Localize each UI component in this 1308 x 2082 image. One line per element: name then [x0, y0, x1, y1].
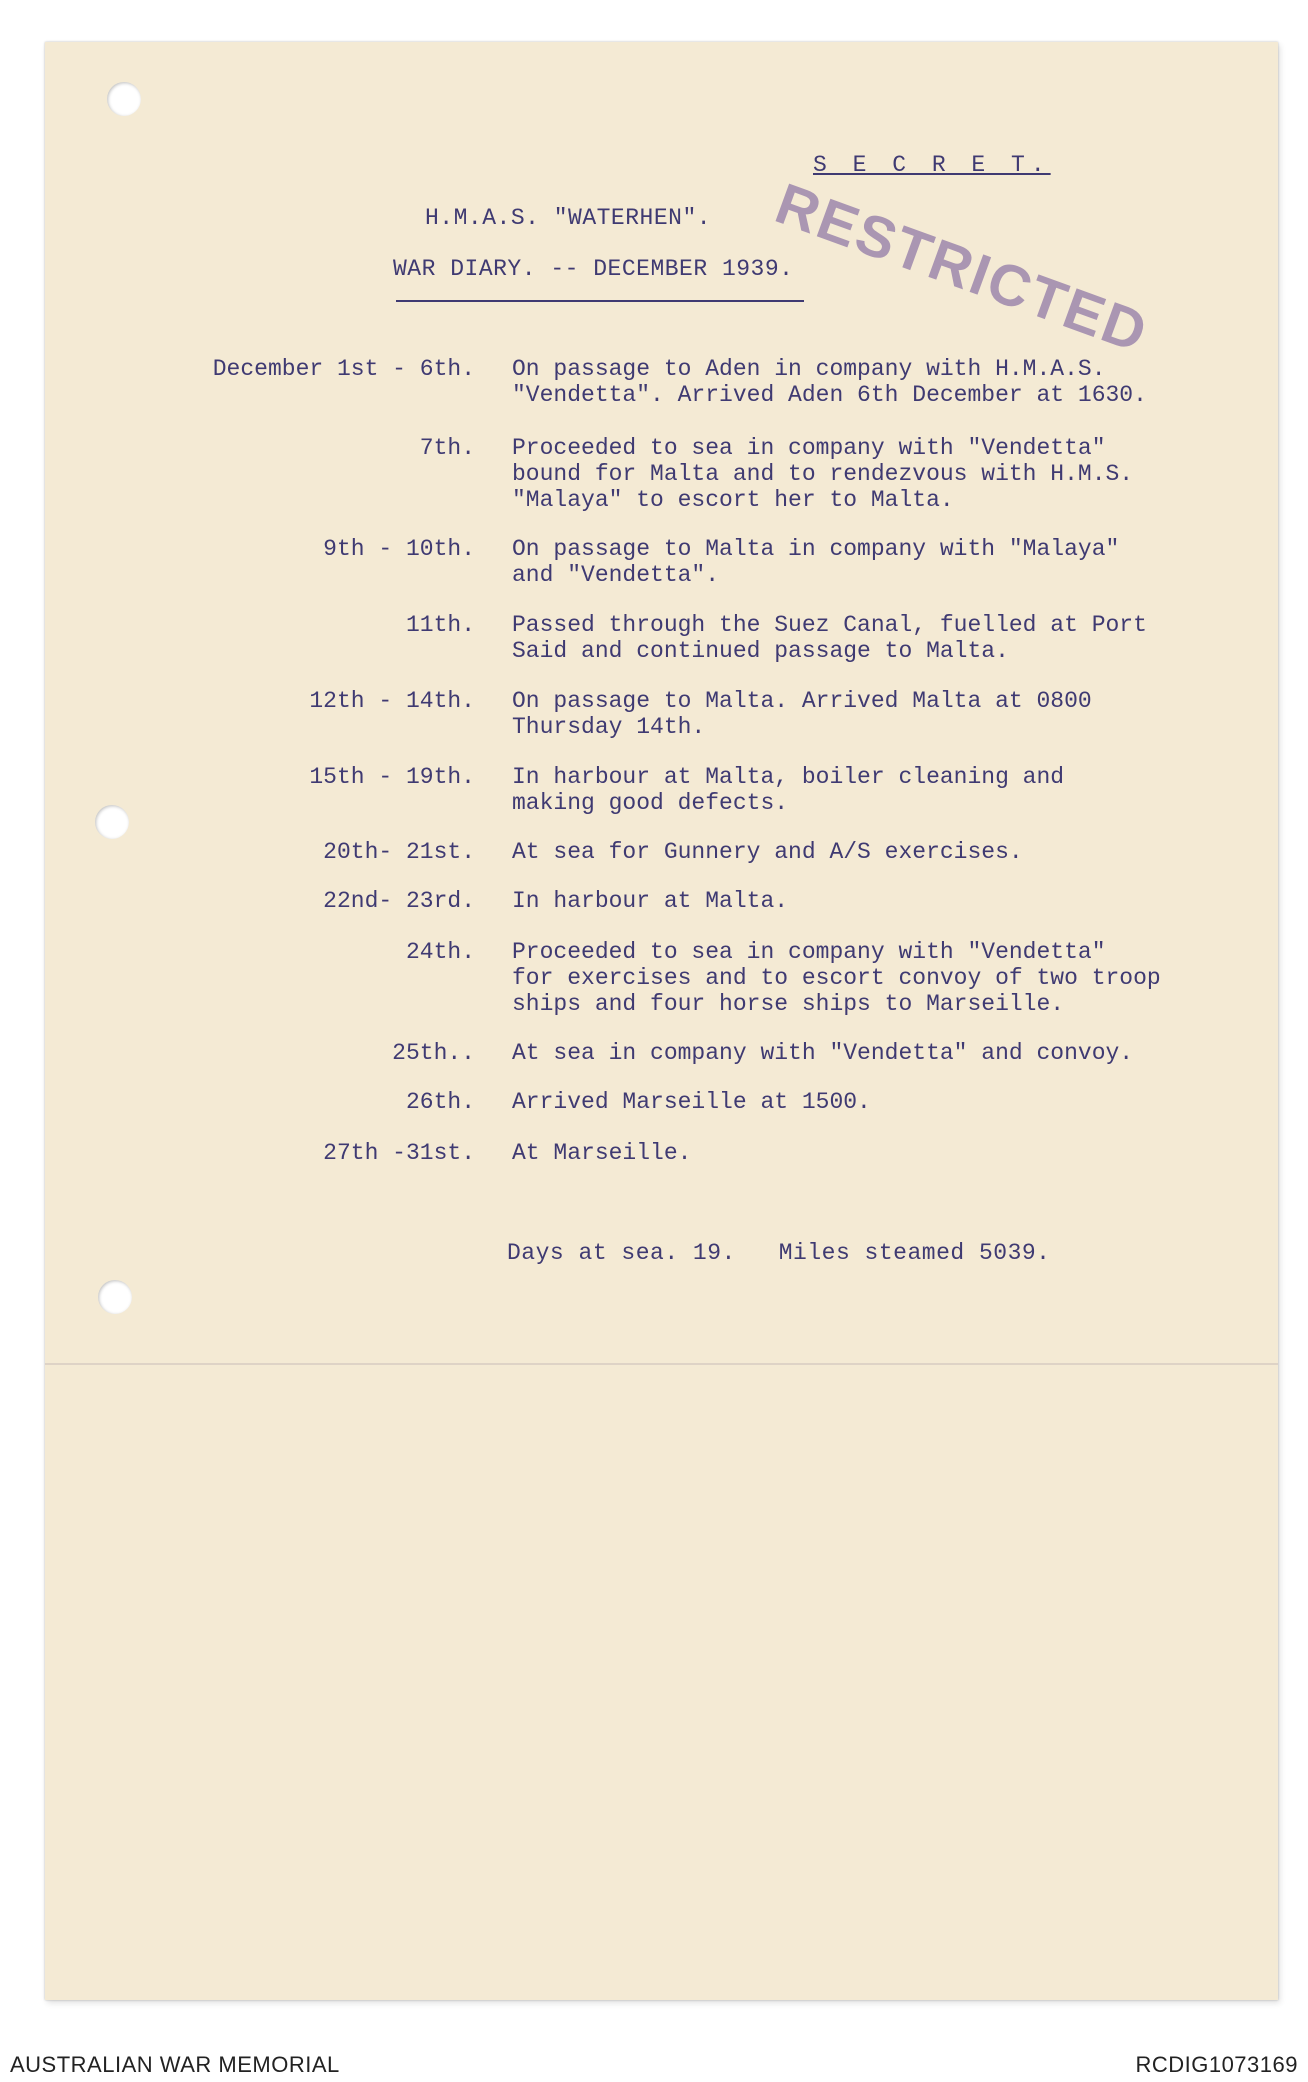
archive-credit: AUSTRALIAN WAR MEMORIAL [10, 2052, 340, 2077]
entry-date: 12th - 14th. [309, 688, 475, 714]
entry-text: Proceeded to sea in company with "Vendetta" bound for Malta and to rendezvous with H.M.S. "Malaya" to escort her to Malta. [512, 435, 1134, 513]
entry-date: 7th. [419, 435, 475, 461]
restricted-stamp: RESTRICTED [767, 170, 1157, 366]
entry-text: In harbour at Malta, boiler cleaning and making good defects. [512, 764, 1065, 816]
entry-text: Arrived Marseille at 1500. [512, 1089, 871, 1115]
entry-date: 25th.. [392, 1040, 475, 1066]
entry-text: Passed through the Suez Canal, fuelled at Port Said and continued passage to Malta. [512, 612, 1147, 664]
entry-date: December 1st - 6th. [212, 356, 475, 382]
entry-text: At sea in company with "Vendetta" and convoy. [512, 1040, 1134, 1066]
entry-date: 11th. [405, 612, 475, 638]
entry-text: On passage to Malta. Arrived Malta at 0800 Thursday 14th. [512, 688, 1092, 740]
classification-heading: S E C R E T. [813, 152, 1051, 178]
entry-date: 20th- 21st. [323, 839, 475, 865]
entry-date: 9th - 10th. [323, 536, 475, 562]
punch-hole-icon [98, 1280, 132, 1314]
entry-text: In harbour at Malta. [512, 888, 789, 914]
title-underline [396, 300, 804, 302]
archive-reference: RCDIG1073169 [1135, 2052, 1298, 2077]
entry-date: 15th - 19th. [309, 764, 475, 790]
entry-date: 22nd- 23rd. [323, 888, 475, 914]
punch-hole-icon [95, 805, 129, 839]
summary-line: Days at sea. 19. Miles steamed 5039. [507, 1240, 1051, 1266]
page-fold-line [45, 1363, 1278, 1365]
entry-date: 24th. [405, 939, 475, 965]
entry-date: 26th. [405, 1089, 475, 1115]
ship-name: H.M.A.S. "WATERHEN". [425, 205, 712, 231]
entry-text: At Marseille. [512, 1140, 692, 1166]
entry-date: 27th -31st. [323, 1140, 475, 1166]
diary-title: WAR DIARY. -- DECEMBER 1939. [393, 256, 794, 282]
entry-text: On passage to Aden in company with H.M.A.S. "Vendetta". Arrived Aden 6th December at 1630. [512, 356, 1147, 408]
entry-text: At sea for Gunnery and A/S exercises. [512, 839, 1023, 865]
entry-text: Proceeded to sea in company with "Vendetta" for exercises and to escort convoy of two troop ships and four horse ships to Marseille. [512, 939, 1161, 1017]
entry-text: On passage to Malta in company with "Malaya" and "Vendetta". [512, 536, 1120, 588]
punch-hole-icon [107, 82, 141, 116]
